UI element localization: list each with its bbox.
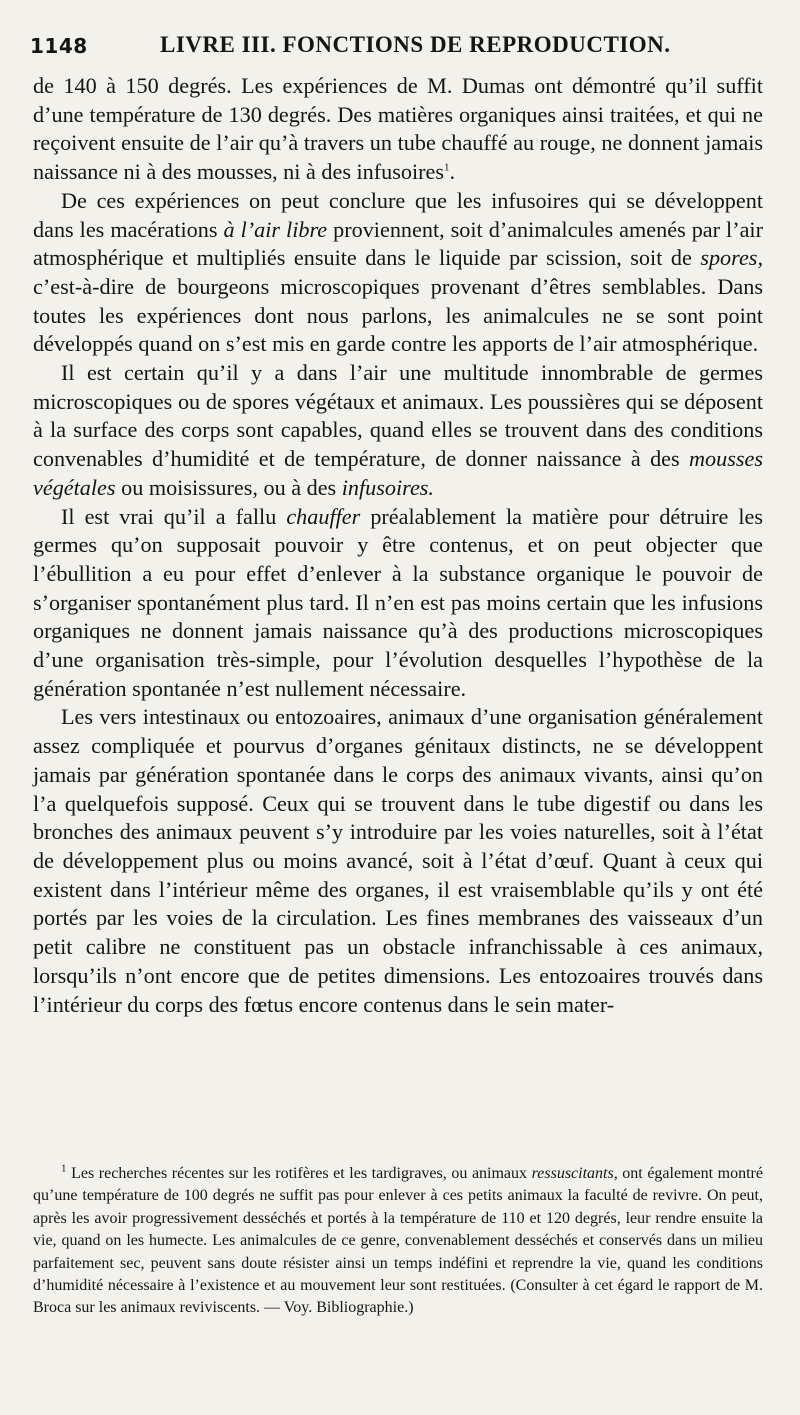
italic-text: ressuscitants, [531, 1165, 618, 1182]
text-run: Il est vrai qu’il a fallu [61, 503, 287, 529]
paragraph [33, 703, 763, 1019]
text-run: proviennent, soit d’animalcules amenés par l’air atmosphérique et multipliés ensuite dans le liquide par scission, soit de [33, 216, 763, 271]
text-run: c’est-à-dire de bourgeons microscopiques provenant d’êtres semblables. Dans toutes les expériences dont nous parlons, les animalcules ne se sont point développés quand on s’est mis en garde contre les apports de l’air atmosphérique. [33, 273, 763, 357]
text-run: De ces expériences on peut conclure que les infusoires qui se développent dans les macérations [33, 187, 763, 242]
text-run: Il est certain qu’il y a dans l’air une multitude innombrable de germes microscopiques ou de spores végétaux et animaux. Les poussières qui se déposent à la surface des corps sont capables, quand elles se trouvent dans des conditions convenables d’humidité et de température, de donner naissance à des [33, 360, 763, 472]
italic-text: spores, [700, 245, 763, 271]
body-text [33, 72, 763, 1019]
text-run: préalablement la matière pour détruire les germes qu’on supposait pouvoir y être contenus, et on peut objecter que l’ébullition a eu pour effet d’enlever à la substance organique le pouvoir de s’organiser spontanément plus tard. Il n’en est pas moins certain que les infusions organiques ne donnent jamais naissance qu’à des productions microscopiques d’une organisation très-simple, pour l’évolution desquelles l’hypothèse de la génération spontanée n’est nullement nécessaire. [33, 503, 763, 701]
text-run: Les recherches récentes sur les rotifères et les tardigraves, ou animaux [66, 1165, 532, 1182]
page-header [30, 28, 770, 68]
paragraph [33, 359, 763, 503]
italic-text: mousses végétales [33, 446, 763, 500]
paragraph [33, 187, 763, 359]
text-run: . [449, 159, 456, 185]
footnote-marker: 1 [444, 161, 450, 174]
paragraph [33, 72, 763, 187]
text-run: ont également montré qu’une température de 100 degrés ne suffit pas pour enlever à ces petits animaux la faculté de revivre. On peut, après les avoir progressivement desséchés et portés à la température de 110 et 120 degrés, leur rendre ensuite la vie, quand on les humecte. Les animalcules de ce genre, convenablement desséchés et conservés dans un milieu parfaitement sec, peuvent sans doute résister ainsi un temps indéfini et reprendre la vie, quand les conditions d’humidité nécessaire à l’existence et au mouvement leur sont restituées. (Consulter à cet égard le rapport de M. Broca sur les animaux reviviscents. — Voy. Bibliographie.) [33, 1165, 763, 1317]
paragraph [33, 503, 763, 704]
italic-text: à l’air libre [223, 216, 328, 242]
running-head: LIVRE III. FONCTIONS DE REPRODUCTION. [160, 32, 671, 57]
footnote-block [33, 1163, 763, 1320]
text-run: Les vers intestinaux ou entozoaires, animaux d’une organisation généralement assez compliquée et pourvus d’organes génitaux distincts, ne se développent jamais par génération spontanée dans le corps des animaux vivants, ainsi qu’on l’a quelquefois supposé. Ceux qui se trouvent dans le tube digestif ou dans les bronches des animaux peuvent s’y introduire par les voies naturelles, soit à l’état de développement plus ou moins avancé, soit à l’état d’œuf. Quant à ceux qui existent dans l’intérieur même des organes, il est vraisemblable qu’ils y ont été portés par les voies de la circulation. Les fines membranes des vaisseaux d’un petit calibre ne constituent pas un obstacle infranchissable à ces animaux, lorsqu’ils n’ont encore que de petites dimensions. Les entozoaires trouvés dans l’intérieur du corps des fœtus encore contenus dans le sein mater- [33, 704, 763, 1017]
text-run: ou moisissures, ou à des [115, 474, 342, 500]
italic-text: chauffer [286, 503, 361, 529]
page-number: 1148 [30, 34, 88, 58]
italic-text: infusoires. [341, 474, 434, 500]
footnote [33, 1163, 763, 1320]
footnote-marker: 1 [61, 1162, 67, 1175]
text-run: de 140 à 150 degrés. Les expériences de M. Dumas ont démontré qu’il suffit d’une température de 130 degrés. Des matières organiques ainsi traitées, et qui ne reçoivent ensuite de l’air qu’à travers un tube chauffé au rouge, ne donnent jamais naissance ni à des mousses, ni à des infusoires [33, 73, 763, 185]
